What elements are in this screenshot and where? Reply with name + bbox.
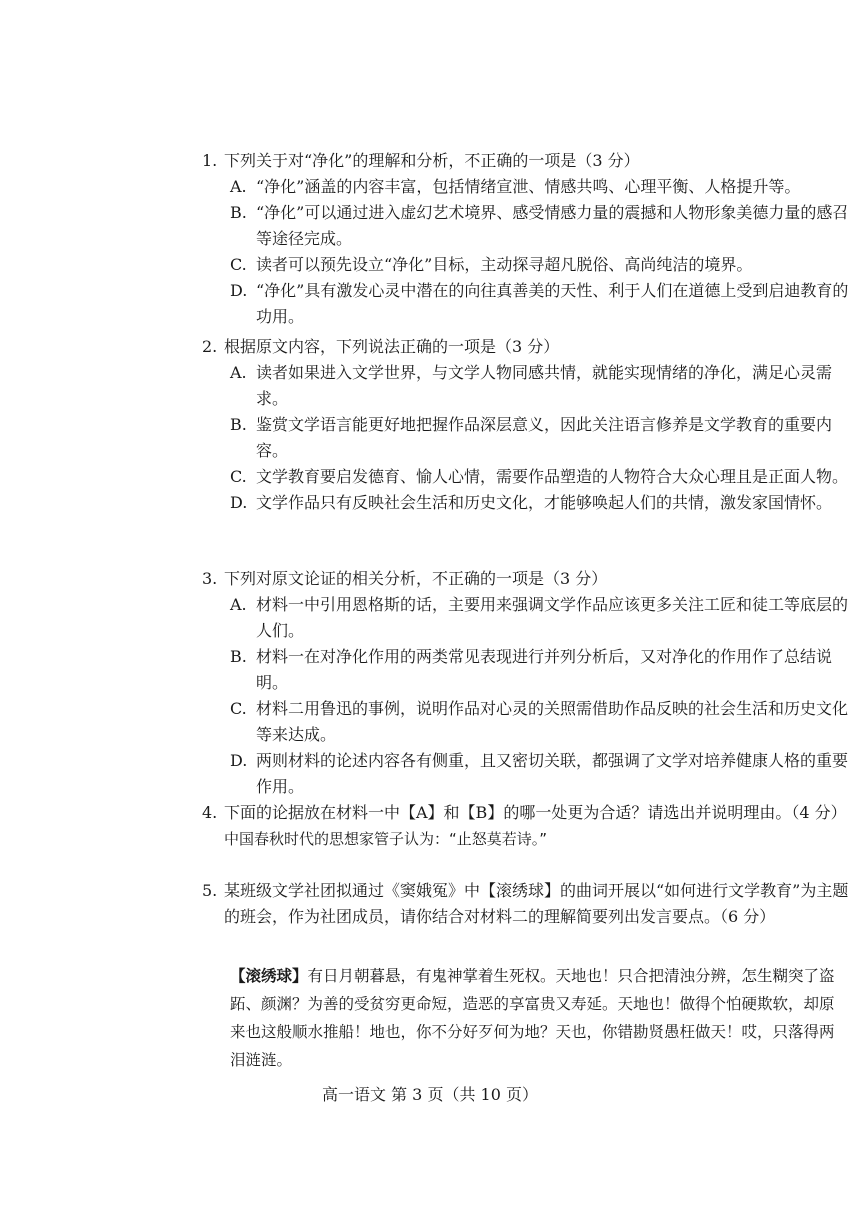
option-letter: D. <box>230 751 248 770</box>
option-text: “净化”具有激发心灵中潜在的向往真善美的天性、利于人们在道德上受到启迪教育的功用。 <box>256 281 849 326</box>
question-number: 3. <box>202 569 218 588</box>
option-text: 材料一中引用恩格斯的话，主要用来强调文学作品应该更多关注工匠和徒工等底层的人们。 <box>256 595 849 640</box>
option-c <box>230 696 852 748</box>
option-a <box>230 592 852 644</box>
question-stem <box>202 800 852 826</box>
question-text: 根据原文内容，下列说法正确的一项是（3 分） <box>224 337 560 356</box>
question-text: 下面的论据放在材料一中【A】和【B】的哪一处更为合适？请选出并说明理由。（4 分） <box>224 803 847 822</box>
question-number: 4. <box>202 803 218 822</box>
option-text: 鉴赏文学语言能更好地把握作品深层意义，因此关注语言修养是文学教育的重要内容。 <box>256 415 833 460</box>
option-b <box>230 412 852 464</box>
option-letter: B. <box>230 647 247 666</box>
lyric-passage <box>230 962 845 1074</box>
option-text: “净化”可以通过进入虚幻艺术境界、感受情感力量的震撼和人物形象美德力量的感召等途径完成。 <box>256 203 849 248</box>
question-text: 某班级文学社团拟通过《窦娥冤》中【滚绣球】的曲词开展以“如何进行文学教育”为主题的班会，作为社团成员，请你结合对材料二的理解简要列出发言要点。（6 分） <box>224 881 849 926</box>
page-footer: 高一语文 第 3 页（共 10 页） <box>322 1085 538 1104</box>
question-stem <box>202 566 852 592</box>
question-number: 2. <box>202 337 218 356</box>
option-b <box>230 200 852 252</box>
question-text: 下列关于对“净化”的理解和分析，不正确的一项是（3 分） <box>224 151 640 170</box>
option-letter: A. <box>230 595 247 614</box>
option-letter: C. <box>230 467 247 486</box>
option-text: “净化”涵盖的内容丰富，包括情绪宣泄、情感共鸣、心理平衡、人格提升等。 <box>256 177 801 196</box>
option-d <box>230 490 852 516</box>
question-number: 5. <box>202 881 218 900</box>
option-letter: A. <box>230 177 247 196</box>
evidence-quote: 中国春秋时代的思想家管子认为：“止怒莫若诗。” <box>224 830 548 848</box>
question-1 <box>202 148 852 330</box>
option-text: 读者可以预先设立“净化”目标，主动探寻超凡脱俗、高尚纯洁的境界。 <box>256 255 753 274</box>
option-letter: C. <box>230 699 247 718</box>
option-b <box>230 644 852 696</box>
option-c <box>230 252 852 278</box>
question-2 <box>202 334 852 516</box>
option-letter: B. <box>230 203 247 222</box>
option-text: 两则材料的论述内容各有侧重，且又密切关联，都强调了文学对培养健康人格的重要作用。 <box>256 751 849 796</box>
option-letter: B. <box>230 415 247 434</box>
option-d <box>230 278 852 330</box>
option-a <box>230 174 852 200</box>
option-letter: A. <box>230 363 247 382</box>
question-4 <box>202 800 852 852</box>
option-a <box>230 360 852 412</box>
option-d <box>230 748 852 800</box>
question-number: 1. <box>202 151 218 170</box>
passage-title: 【滚绣球】 <box>230 967 308 985</box>
option-text: 材料二用鲁迅的事例，说明作品对心灵的关照需借助作品反映的社会生活和历史文化等来达成。 <box>256 699 849 744</box>
question-stem <box>202 878 852 930</box>
question-stem <box>202 148 852 174</box>
question-text: 下列对原文论证的相关分析，不正确的一项是（3 分） <box>224 569 608 588</box>
passage-text: 有日月朝暮悬，有鬼神掌着生死权。天地也！只合把清浊分辨，怎生糊突了盗跖、颜渊？为善的受贫穷更命短，造恶的享富贵又寿延。天地也！做得个怕硬欺软，却原来也这般顺水推船！地也，你不分好歹何为地？天也，你错勘贤愚枉做天！哎，只落得两泪涟涟。 <box>230 967 835 1069</box>
option-text: 文学作品只有反映社会生活和历史文化，才能够唤起人们的共情，激发家国情怀。 <box>256 493 833 512</box>
question-5 <box>202 878 852 930</box>
option-c <box>230 464 852 490</box>
question-3 <box>202 566 852 800</box>
question-stem <box>202 334 852 360</box>
option-text: 读者如果进入文学世界，与文学人物同感共情，就能实现情绪的净化，满足心灵需求。 <box>256 363 833 408</box>
option-letter: D. <box>230 281 248 300</box>
option-letter: C. <box>230 255 247 274</box>
option-text: 材料一在对净化作用的两类常见表现进行并列分析后，又对净化的作用作了总结说明。 <box>256 647 833 692</box>
option-text: 文学教育要启发德育、愉人心情，需要作品塑造的人物符合大众心理且是正面人物。 <box>256 467 849 486</box>
option-letter: D. <box>230 493 248 512</box>
